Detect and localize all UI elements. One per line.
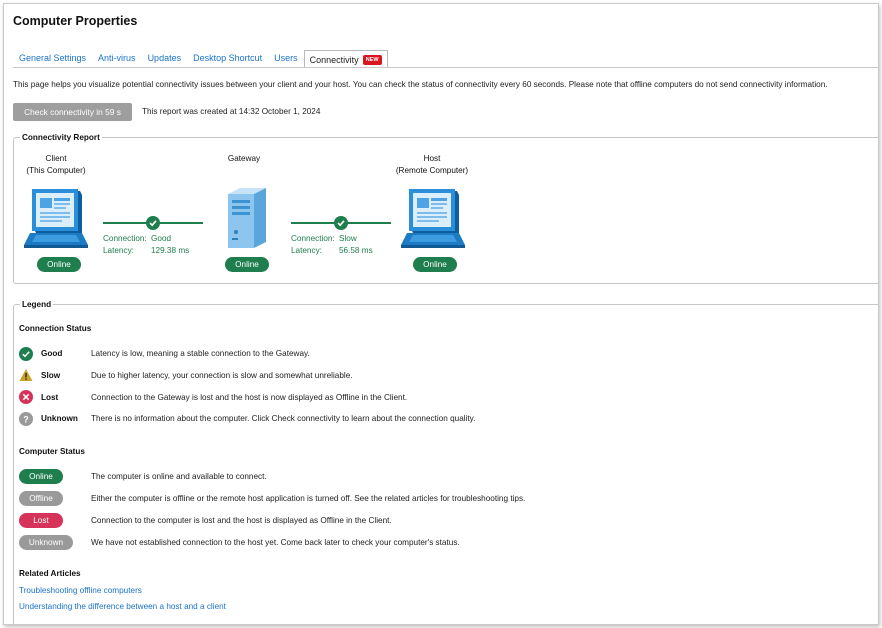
slow-check-icon [334, 216, 348, 230]
report-timestamp: This report was created at 14:32 October 1, 2024 [142, 107, 321, 116]
link1-latency-value: 129.38 ms [151, 245, 190, 255]
host-title [382, 153, 482, 176]
legend-good-label: Good [41, 349, 63, 358]
link1-latency-label: Latency: [103, 245, 134, 255]
legend-lost-desc: Connection to the Gateway is lost and the host is now displayed as Offline in the Client. [91, 393, 408, 402]
computer-status-heading: Computer Status [19, 447, 85, 456]
troubleshooting-link[interactable]: Troubleshooting offline computers [19, 586, 142, 595]
tab-bar [13, 50, 388, 67]
legend-title: Legend [22, 300, 52, 309]
legend-unknown-status-desc: We have not established connection to the host yet. Come back later to check your computer's status. [91, 538, 460, 547]
tab-connectivity[interactable] [304, 50, 388, 68]
related-articles-heading: Related Articles [19, 569, 81, 578]
window-title: Computer Properties [13, 14, 138, 28]
host-subtitle: (Remote Computer) [395, 165, 469, 175]
host-client-difference-link[interactable]: Understanding the difference between a host and a client [19, 602, 226, 611]
client-label: Client [45, 154, 67, 163]
host-label: Host [423, 154, 441, 163]
link2-info [291, 233, 373, 256]
host-status-badge: Online [413, 257, 457, 272]
legend-slow-label: Slow [41, 371, 61, 380]
properties-window [3, 3, 879, 625]
link1-connection-label: Connection: [103, 234, 147, 243]
tab-desktop-shortcut[interactable]: Desktop Shortcut [193, 53, 263, 63]
client-title [6, 153, 106, 176]
legend-lost-pill: Lost [19, 513, 63, 528]
tab-updates[interactable]: Updates [147, 53, 182, 63]
gateway-status-badge: Online [225, 257, 269, 272]
svg-text:?: ? [23, 414, 29, 425]
legend-unknown-label: Unknown [41, 414, 78, 423]
legend-offline-desc: Either the computer is offline or the remote host application is turned off. See the related articles for troubleshooting tips. [91, 494, 526, 503]
tab-users[interactable]: Users [274, 53, 298, 63]
new-badge: NEW [363, 55, 382, 65]
tab-divider [13, 67, 878, 68]
question-circle-icon [19, 412, 33, 426]
tab-anti-virus[interactable]: Anti-virus [98, 53, 136, 63]
link1-info [103, 233, 189, 256]
connectivity-report-legend: Connectivity Report [22, 133, 100, 142]
tab-general-settings[interactable]: General Settings [19, 53, 87, 63]
check-connectivity-button[interactable]: Check connectivity in 59 s [13, 103, 132, 121]
gateway-title: Gateway [227, 154, 261, 163]
client-status-badge: Online [37, 257, 81, 272]
legend-online-pill: Online [19, 469, 63, 484]
tab-connectivity-label: Connectivity [309, 54, 359, 65]
legend-lost-status-desc: Connection to the computer is lost and the host is displayed as Offline in the Client. [91, 516, 392, 525]
link2-connection-label: Connection: [291, 234, 335, 243]
client-subtitle: (This Computer) [26, 165, 86, 175]
connection-status-heading: Connection Status [19, 324, 92, 333]
intro-text: This page helps you visualize potential connectivity issues between your client and your host. You can check the status of connectivity every 60 seconds. Please note that offline computers do not send connectivity information. [13, 80, 828, 89]
legend-unknown-pill: Unknown [19, 535, 73, 550]
legend-good-desc: Latency is low, meaning a stable connection to the Gateway. [91, 349, 310, 358]
link2-latency-label: Latency: [291, 245, 322, 255]
link2-latency-value: 56.58 ms [339, 245, 373, 255]
legend-online-desc: The computer is online and available to connect. [91, 472, 267, 481]
legend-lost-label: Lost [41, 393, 59, 402]
legend-slow-desc: Due to higher latency, your connection is slow and somewhat unreliable. [91, 371, 353, 380]
server-icon [224, 188, 270, 255]
check-circle-icon [19, 347, 33, 361]
laptop-icon [401, 187, 465, 254]
link1-connection-value: Good [151, 234, 172, 243]
x-circle-icon [19, 390, 33, 404]
legend-unknown-desc: There is no information about the computer. Click Check connectivity to learn about the connection quality. [91, 414, 476, 423]
warning-triangle-icon [19, 368, 33, 382]
legend-offline-pill: Offline [19, 491, 63, 506]
good-check-icon [146, 216, 160, 230]
laptop-icon [24, 187, 88, 254]
link2-connection-value: Slow [339, 234, 357, 243]
